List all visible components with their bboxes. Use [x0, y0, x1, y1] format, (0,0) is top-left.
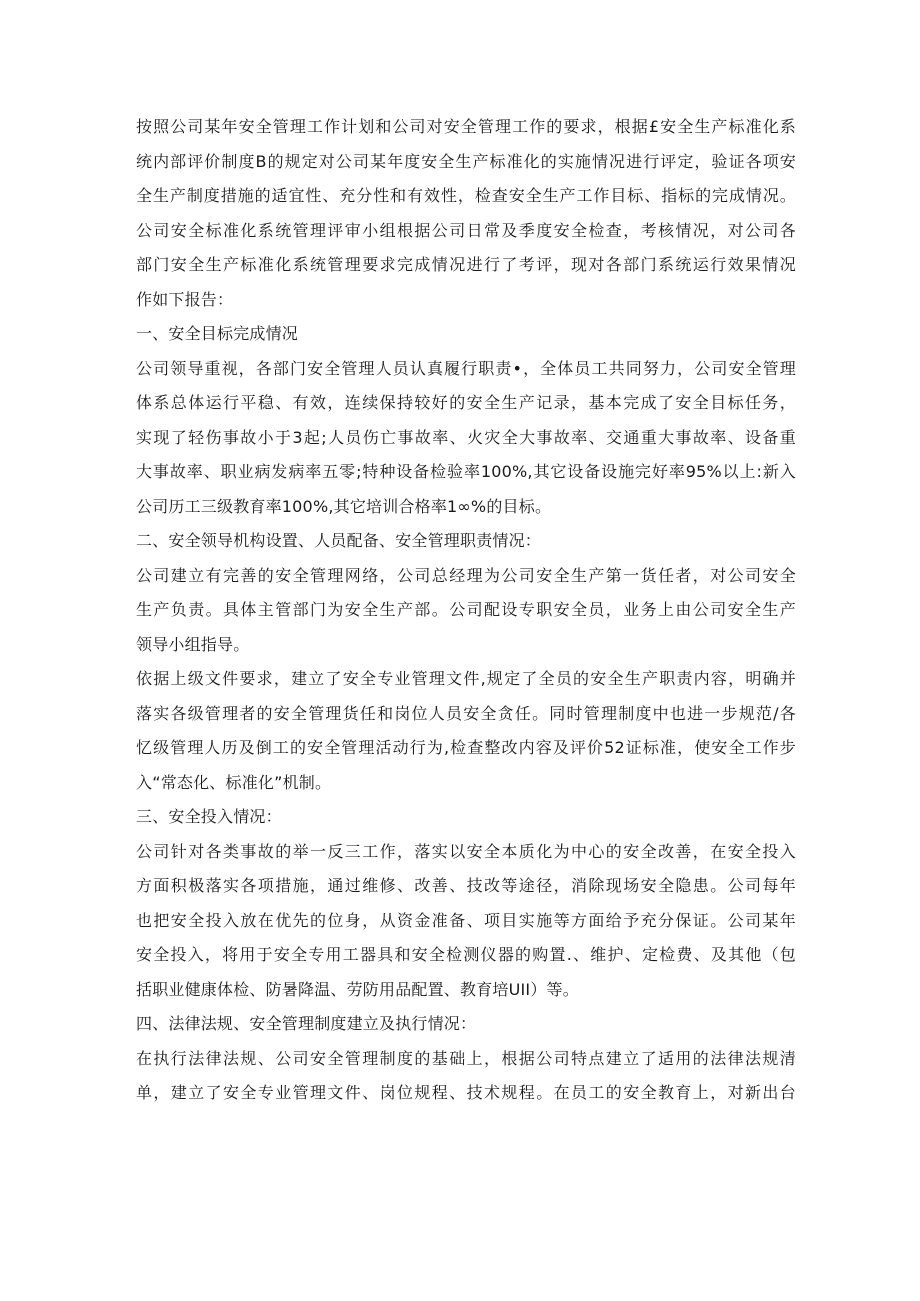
- text-line: 实现了轻伤事故小于3起;人员伤亡事故率、火灾全大事故率、交通重大事故率、设备重: [136, 427, 796, 447]
- section-heading-2: 二、安全领导机构设置、人员配备、安全管理职责情况：: [136, 531, 542, 550]
- text-line: 括职业健康体检、防暑降温、劳防用品配置、教育培UII）等。: [136, 979, 579, 999]
- text-line: 部门安全生产标准化系统管理要求完成情况进行了考评，现对各部门系统运行效果情况: [136, 255, 796, 274]
- text-line: 公司建立有完善的安全管理网络，公司总经理为公司安全生产第一货任者，对公司安全: [136, 565, 796, 585]
- text-line: 方面积极落实各项措施，通过维修、改善、技改等途径，消除现场安全隐患。公司每年: [136, 876, 796, 895]
- text-line: 全生产制度措施的适宜性、充分性和有效性，检查安全生产工作目标、指标的完成情况。: [136, 186, 796, 205]
- text-line: 安全投入，将用于安全专用工器具和安全检测仪器的购置.、维护、定检费、及其他（包: [136, 945, 796, 964]
- text-line: 按照公司某年安全管理工作计划和公司对安全管理工作的要求，根据£安全生产标准化系: [136, 117, 796, 136]
- text-line: 体系总体运行平稳、有效，连续保持较好的安全生产记录，基本完成了安全目标任务，: [136, 393, 796, 412]
- section-heading-1: 一、安全目标完成情况: [136, 324, 299, 343]
- text-line: 在执行法律法规、公司安全管理制度的基础上，根据公司特点建立了适用的法律法规清: [136, 1048, 796, 1068]
- text-line: 公司安全标准化系统管理评审小组根据公司日常及季度安全检查，考核情况，对公司各: [136, 220, 796, 240]
- text-line: 公司领导重视，各部门安全管理人员认真履行职责•，全体员工共同努力，公司安全管理: [136, 358, 796, 378]
- section-heading-4: 四、法律法规、安全管理制度建立及执行情况：: [136, 1014, 477, 1033]
- text-line: 忆级管理人历及倒工的安全管理活动行为,检查整改内容及评价52证标准，使安全工作步: [136, 738, 796, 757]
- text-line: 生产负责。具体主管部门为安全生产部。公司配设专职安全员，业务上由公司安全生产: [136, 600, 796, 619]
- text-line: 统内部评价制度B的规定对公司某年度安全生产标准化的实施情况进行评定，验证各项安: [136, 151, 796, 171]
- section-heading-3: 三、安全投入情况：: [136, 807, 282, 826]
- text-line: 公司针对各类事故的举一反三工作，落实以安全本质化为中心的安全改善，在安全投入: [136, 841, 796, 861]
- text-line: 大事故率、职业病发病率五零;特种设备检验率100%,其它设备设施完好率95%以上:新入: [136, 462, 796, 481]
- text-line: 作如下报告：: [136, 289, 234, 309]
- text-line: 依据上级文件要求，建立了安全专业管理文件,规定了全员的安全生产职责内容，明确并: [136, 669, 796, 688]
- text-line: 落实各级管理者的安全管理货任和岗位人员安全贪任。同时管理制度中也进一步规范/各: [136, 703, 796, 723]
- text-line: 也把安全投入放在优先的位身，从资金准备、项目实施等方面给予充分保证。公司某年: [136, 910, 796, 930]
- text-line: 领导小组指导。: [136, 634, 250, 654]
- document-page: [136, 110, 796, 1111]
- text-line: 入“常态化、标准化”机制。: [136, 772, 332, 792]
- text-line: 公司历工三级教育率100%,其它培训合格率1∞%的目标。: [136, 496, 552, 516]
- text-line: 单，建立了安全专业管理文件、岗位规程、技术规程。在员工的安全教育上，对新出台: [136, 1083, 796, 1102]
